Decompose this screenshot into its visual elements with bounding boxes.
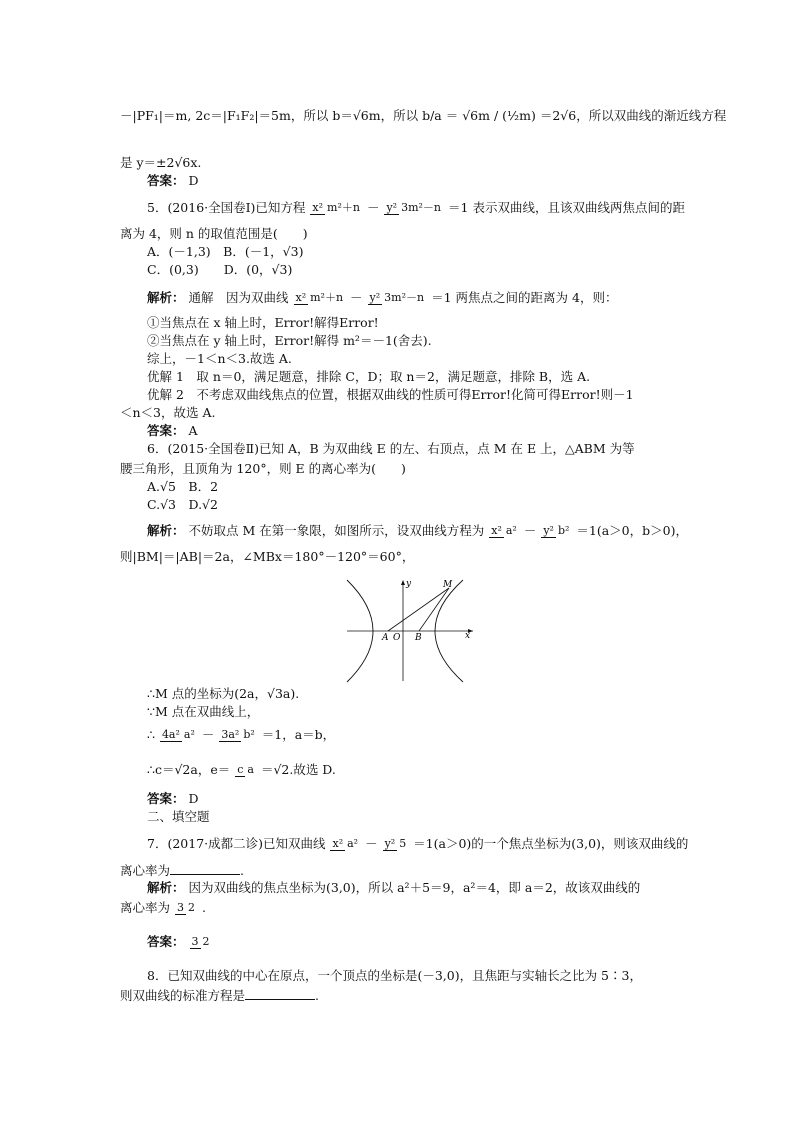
analysis-line (147, 523, 688, 539)
answer-value: D (188, 173, 199, 188)
option-line (147, 244, 303, 260)
text: － (201, 727, 215, 742)
fraction (160, 729, 197, 742)
text: ∴c＝√2a，e＝ (147, 762, 231, 777)
text: ∴ (147, 727, 155, 742)
denominator: m²＋n (310, 291, 344, 304)
text: 离为 4，则 n 的取值范围是( ) (120, 226, 308, 241)
text: 优解 2 不考虑双曲线焦点的位置，根据双曲线的性质可得Error!化简可得Error!则－1 (147, 387, 634, 402)
numerator: y² (384, 837, 396, 850)
text-line (147, 704, 259, 720)
section-heading (147, 809, 210, 825)
numerator: y² (543, 524, 554, 537)
text: － (366, 200, 380, 215)
option-line (147, 497, 218, 513)
formula-line (120, 900, 206, 916)
numerator: x² (295, 291, 307, 304)
text: ＜n＜3，故选 A. (120, 405, 216, 420)
analysis-label: 解析： (147, 880, 185, 895)
text: 则|BM|＝|AB|＝2a，∠MBx＝180°－120°＝60°， (120, 549, 415, 564)
text: 不妨取点 M 在第一象限，如图所示，设双曲线方程为 (188, 523, 485, 538)
text: 是 y＝±2√6x. (120, 155, 202, 170)
denominator: a² (505, 524, 517, 537)
text: 7．(2017·成都二诊)已知双曲线 (147, 836, 326, 851)
denominator: a² (183, 728, 195, 741)
fraction (368, 292, 427, 305)
fraction (489, 525, 519, 538)
options: C.√3 D.√2 (147, 497, 218, 512)
x-axis-label: x (465, 631, 471, 641)
options: C．(0,3) D．(0，√3) (147, 262, 293, 277)
answer-blank (245, 987, 315, 1000)
options: A.√5 B．2 (147, 479, 219, 494)
numerator: x² (491, 524, 502, 537)
text: 综上，－1＜n＜3.故选 A. (147, 351, 292, 366)
options: A．(－1,3) B．(－1，√3) (147, 244, 304, 259)
analysis-label: 解析： (147, 290, 185, 305)
fraction (190, 936, 212, 949)
hyperbola-figure (345, 578, 480, 683)
numerator: c (237, 763, 244, 776)
text: ＝1 表示双曲线，且该双曲线两焦点间的距 (448, 200, 685, 215)
fraction (541, 525, 571, 538)
segment-BM (419, 588, 449, 631)
text-line (147, 686, 299, 702)
text: 二、填空题 (147, 809, 210, 824)
text: 腰三角形，且顶角为 120°，则 E 的离心率为( ) (120, 461, 406, 476)
point-M-label: M (443, 580, 453, 590)
analysis-line (147, 880, 640, 896)
denominator: m²＋n (327, 201, 360, 214)
text: 优解 1 取 n＝0，满足题意，排除 C，D；取 n＝2，满足题意，排除 B，选 A. (147, 369, 591, 384)
y-axis-arrow (401, 580, 405, 585)
denominator: 3m²－n (384, 291, 425, 304)
option-line (147, 479, 218, 495)
answer-value: A (188, 423, 198, 438)
denominator: 5 (399, 837, 407, 850)
numerator: 3 (177, 901, 184, 914)
text: ∵M 点在双曲线上， (147, 704, 260, 719)
text: . (240, 863, 244, 878)
text-line (120, 108, 726, 124)
denominator: b² (243, 728, 255, 741)
answer-label: 答案： (147, 934, 185, 949)
text-line (147, 333, 432, 349)
text: 因为双曲线的焦点坐标为(3,0)，所以 a²＋5＝9，a²＝4，即 a＝2，故该双曲线的 (188, 880, 641, 895)
text: 离心率为 (120, 900, 171, 915)
fraction (294, 292, 346, 305)
text: ＝1(a＞0，b＞0)， (576, 523, 688, 538)
question-7-line (147, 836, 688, 852)
text: ＝1，a＝b， (261, 727, 336, 742)
text: ∴M 点的坐标为(2a，√3a). (147, 686, 300, 701)
text: 离心率为 (120, 863, 171, 878)
text-line (120, 405, 215, 421)
text-line (120, 862, 244, 879)
numerator: x² (312, 201, 324, 214)
text: 6．(2015·全国卷Ⅱ)已知 A，B 为双曲线 E 的左、右顶点，点 M 在 E 上，△ABM 为等 (147, 441, 635, 456)
answer-label: 答案： (147, 791, 185, 806)
numerator: 3a² (221, 728, 240, 741)
point-B-label: B (415, 633, 422, 643)
fraction (330, 838, 360, 851)
text: － (350, 290, 363, 305)
denominator: a² (347, 837, 359, 850)
formula-line (147, 727, 335, 743)
formula-line (147, 762, 336, 778)
answer-value: D (188, 791, 199, 806)
question-6-line (147, 441, 635, 457)
text-line (147, 387, 634, 403)
text: ①当焦点在 x 轴上时，Error!解得Error! (147, 315, 379, 330)
text: ＝√2.故选 D. (260, 762, 336, 777)
denominator: a (247, 763, 254, 776)
fraction (219, 729, 256, 742)
fraction (310, 202, 362, 215)
text: ＝1 两焦点之间的距离为 4，则： (431, 290, 618, 305)
answer-label: 答案： (147, 423, 185, 438)
text-line (147, 351, 292, 367)
text: . (315, 988, 319, 1003)
fraction (175, 902, 197, 915)
text: － (523, 523, 537, 538)
text: － (365, 836, 378, 851)
text: 通解 因为双曲线 (188, 290, 289, 305)
answer-line (147, 934, 213, 950)
fraction (235, 764, 256, 777)
denominator: b² (557, 524, 570, 537)
denominator: 3m²－n (401, 201, 442, 214)
text: . (201, 900, 206, 915)
option-line (147, 262, 292, 278)
answer-blank (170, 862, 240, 875)
text: －|PF₁|＝m, 2c＝|F₁F₂|＝5m，所以 b＝√6m，所以 b/a ＝ √6m / (½m) ＝2√6，所以双曲线的渐近线方程 (120, 108, 727, 123)
numerator: 4a² (161, 728, 180, 741)
denominator: 2 (188, 901, 195, 914)
analysis-label: 解析： (147, 523, 185, 538)
point-A-label: A (382, 633, 389, 643)
fraction (384, 202, 443, 215)
answer-label: 答案： (147, 173, 185, 188)
fraction (383, 838, 409, 851)
text-line (147, 369, 590, 385)
text-line (120, 226, 308, 242)
numerator: y² (369, 291, 381, 304)
y-axis-label: y (406, 579, 412, 589)
answer-line (147, 423, 198, 439)
text: ②当焦点在 y 轴上时，Error!解得 m²＝－1(舍去). (147, 333, 432, 348)
question-5-line (147, 200, 685, 216)
answer-line (147, 173, 199, 189)
text-line (120, 549, 414, 565)
point-O-label: O (393, 633, 401, 643)
answer-line (147, 791, 199, 807)
text: 5．(2016·全国卷Ⅰ)已知方程 (147, 200, 306, 215)
question-8-line (147, 968, 642, 984)
text-line (120, 461, 406, 477)
text-line (120, 155, 201, 171)
text: 则双曲线的标准方程是 (120, 988, 246, 1003)
text-line (147, 315, 379, 331)
denominator: 2 (202, 935, 210, 948)
numerator: y² (386, 201, 398, 214)
text-line (120, 987, 319, 1004)
numerator: 3 (191, 935, 199, 948)
text: ＝1(a＞0)的一个焦点坐标为(3,0)，则该双曲线的 (413, 836, 689, 851)
text: 8．已知双曲线的中心在原点，一个顶点的坐标是(－3,0)，且焦距与实轴长之比为 5∶3， (147, 968, 642, 983)
analysis-line (147, 290, 617, 306)
numerator: x² (332, 837, 344, 850)
